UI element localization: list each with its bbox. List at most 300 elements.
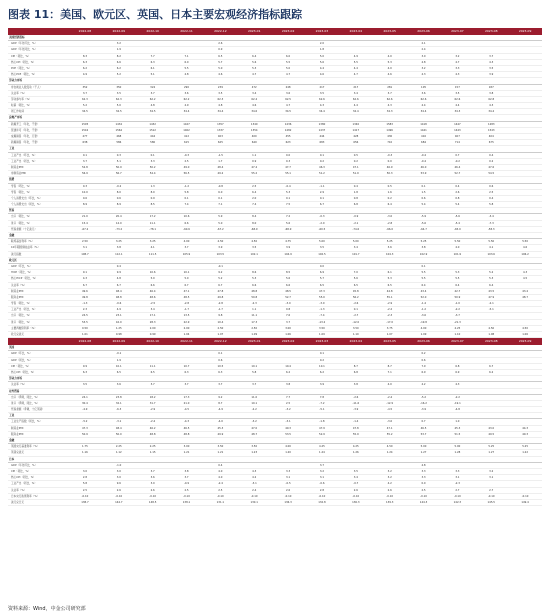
row-label: 核心HICP（同比，%） xyxy=(11,277,38,281)
table-cell: 3.8 xyxy=(353,383,358,387)
table-cell: 710 xyxy=(387,141,393,145)
table-cell xyxy=(68,47,102,52)
table-cell xyxy=(237,358,271,363)
table-cell: 2.5 xyxy=(218,488,223,492)
table-cell: 17.1 xyxy=(149,314,156,318)
table-cell: 3.3 xyxy=(455,469,460,473)
table-cell: 6.0 xyxy=(184,60,189,64)
table-cell xyxy=(68,438,102,443)
table-cell xyxy=(474,382,508,387)
table-cell xyxy=(440,115,474,120)
table-cell: 4.0 xyxy=(455,246,460,250)
table-cell xyxy=(508,264,542,269)
table-cell: -16.2 xyxy=(420,401,427,405)
table-cell: 46.4 xyxy=(149,289,156,293)
table-cell xyxy=(237,208,271,213)
table-cell: 34.5 xyxy=(285,110,291,114)
table-cell xyxy=(508,389,542,394)
table-cell: 4.75 xyxy=(285,240,291,244)
table-cell: 7.4 xyxy=(252,203,257,207)
table-cell xyxy=(203,376,237,381)
table-cell: 2.25 xyxy=(115,445,122,449)
table-cell: 6.3 xyxy=(184,370,189,374)
table-cell: 106.2 xyxy=(521,252,529,256)
table-cell xyxy=(508,54,542,59)
table-cell xyxy=(373,457,407,462)
table-cell: 6.7 xyxy=(218,283,223,287)
row-label: 零售（同比，%） xyxy=(11,190,32,194)
month-header: 2023-01 xyxy=(247,339,261,344)
table-cell: 3.1 xyxy=(455,476,460,480)
table-cell xyxy=(339,208,373,213)
table-cell: 0.4 xyxy=(353,184,358,188)
table-cell: 49.3 xyxy=(522,432,528,436)
month-header: 2023-03 xyxy=(315,29,329,33)
table-cell xyxy=(203,78,237,83)
table-cell: -3.2 xyxy=(285,408,291,412)
table-cell: 5.2 xyxy=(218,277,223,281)
row-label: 对外贸易 xyxy=(9,389,20,393)
table-cell xyxy=(508,134,542,139)
table-cell xyxy=(339,358,373,363)
table-cell: 0.1 xyxy=(319,153,324,157)
table-cell: 3.3 xyxy=(150,159,155,163)
table-cell: 23.8 xyxy=(115,395,122,399)
table-cell xyxy=(305,345,339,350)
table-cell: 1434 xyxy=(115,122,123,126)
table-cell: 1.28 xyxy=(454,451,461,455)
table-cell: 4.0 xyxy=(387,66,392,70)
row-label: GDP（环比，%） xyxy=(11,352,33,356)
table-cell: 3.25 xyxy=(149,240,156,244)
month-header: 2022-10 xyxy=(146,339,159,344)
table-cell xyxy=(373,413,407,418)
table-cell: 46.0 xyxy=(420,165,427,169)
table-cell xyxy=(373,358,407,363)
table-cell: -3.0 xyxy=(387,420,393,424)
row-label: 劳动力市场 xyxy=(9,79,22,83)
table-cell xyxy=(373,463,407,468)
table-cell: 0.3 xyxy=(286,159,291,163)
table-cell: 4.25 xyxy=(454,326,461,330)
table-cell: 3.7 xyxy=(184,246,189,250)
table-cell: 104.3 xyxy=(385,252,394,256)
table-cell xyxy=(508,233,542,238)
table-cell: 281 xyxy=(387,85,393,89)
table-cell: 0.2 xyxy=(319,159,324,163)
table-cell: 4.50 xyxy=(217,240,224,244)
table-cell: 55.2 xyxy=(386,432,393,436)
table-cell: -0.6 xyxy=(319,482,325,486)
table-cell xyxy=(508,47,542,52)
table-cell xyxy=(474,177,508,182)
table-cell: 684 xyxy=(421,141,426,145)
month-header: 2023-04 xyxy=(349,339,363,344)
table-cell: 62.6 xyxy=(454,97,461,101)
table-cell: 3.2 xyxy=(387,476,392,480)
table-cell: 3.6 xyxy=(286,91,291,95)
table-cell: 105 xyxy=(421,85,426,89)
table-cell: 2.6 xyxy=(387,488,392,492)
table-cell: 62.3 xyxy=(217,97,224,101)
table-cell: -3.6 xyxy=(420,314,427,318)
table-cell: 21.0 xyxy=(82,215,88,219)
table-cell xyxy=(474,413,508,418)
table-cell: 11.1 xyxy=(251,314,258,318)
table-cell xyxy=(136,463,170,468)
header-row xyxy=(8,28,542,35)
table-cell: 239 xyxy=(217,85,223,89)
table-cell: 1443 xyxy=(454,128,461,132)
table-cell: 55.1 xyxy=(386,295,393,299)
table-cell: 104.9 xyxy=(284,252,292,256)
table-cell: 6.7 xyxy=(489,364,494,368)
table-cell: 11.0 xyxy=(251,395,258,399)
table-cell xyxy=(271,264,305,269)
table-cell: 102.5 xyxy=(318,252,326,256)
table-cell: 444 xyxy=(150,135,156,138)
table-cell xyxy=(508,153,542,158)
table-cell: 714 xyxy=(454,141,460,145)
table-cell: -0.10 xyxy=(149,494,156,498)
table-cell: 34.4 xyxy=(488,110,495,114)
table-cell: 49.6 xyxy=(82,289,88,293)
table-cell: 8.5 xyxy=(286,271,291,275)
table-cell xyxy=(170,233,204,238)
table-cell: 3.7 xyxy=(184,383,189,387)
table-cell: 0.6 xyxy=(421,358,426,362)
row-label: 消费 xyxy=(9,178,15,182)
table-cell xyxy=(508,320,542,325)
table-cell: 4.50 xyxy=(251,240,258,244)
table-cell: -1.7 xyxy=(183,308,190,312)
table-cell: 6.8 xyxy=(455,364,460,368)
table-cell: 8.0 xyxy=(150,190,155,194)
month-header: 2022-08 xyxy=(78,29,92,33)
table-cell: 50.3 xyxy=(386,172,393,176)
table-cell: 3.5 xyxy=(319,246,324,250)
table-cell: 3.75 xyxy=(386,326,393,330)
table-cell: 0.50 xyxy=(82,326,88,330)
table-cell xyxy=(68,35,102,40)
row-label: 时薪（同比，%） xyxy=(11,104,32,108)
table-cell xyxy=(474,481,508,486)
table-cell: -0.2 xyxy=(116,184,122,188)
table-cell xyxy=(170,35,204,40)
table-cell: 0.1 xyxy=(421,264,426,268)
table-cell: -1.2 xyxy=(183,184,190,188)
table-cell xyxy=(508,91,542,96)
table-cell: -0.10 xyxy=(250,494,258,498)
table-cell: 4.3 xyxy=(489,104,494,108)
table-cell: -3.9 xyxy=(420,408,427,412)
table-cell: 52.7 xyxy=(285,295,291,299)
table-cell xyxy=(203,233,237,238)
table-cell: -73.2 xyxy=(115,227,123,231)
table-cell: 5.5 xyxy=(455,277,460,281)
table-cell: 6.4 xyxy=(489,283,494,287)
table-cell: 7.7 xyxy=(286,395,291,399)
table-cell: 656 xyxy=(353,141,359,145)
table-cell: 0.5 xyxy=(353,153,358,157)
table-cell: 3.2 xyxy=(421,66,426,70)
table-cell: 34.5 xyxy=(115,110,122,114)
table-cell: 5.2 xyxy=(82,104,87,108)
table-cell: 50.8 xyxy=(251,295,258,299)
table-cell: 56.2 xyxy=(352,295,359,299)
table-cell xyxy=(508,376,542,381)
table-cell: 48.7 xyxy=(251,432,258,436)
table-cell: -0.7 xyxy=(353,482,359,486)
table-cell xyxy=(170,376,204,381)
table-cell: 4.2 xyxy=(252,476,257,480)
table-cell xyxy=(407,457,441,462)
table-cell: 4.2 xyxy=(421,383,426,387)
table-cell: 580 xyxy=(150,141,156,145)
row-label: 英国 xyxy=(9,346,15,350)
table-cell: 62.6 xyxy=(352,97,359,101)
table-cell: 8.7 xyxy=(218,401,223,405)
table-cell: 4.0 xyxy=(218,469,223,473)
table-cell: 62.6 xyxy=(420,97,427,101)
row-label: GDP（年化环比，%） xyxy=(11,42,38,46)
table-cell: 4.9 xyxy=(184,104,189,108)
row-label: 周工作时间 xyxy=(11,110,24,114)
table-cell: 139.3 xyxy=(385,500,394,504)
table-cell xyxy=(339,47,373,52)
table-cell: 4.5 xyxy=(523,277,528,281)
table-cell: 101.7 xyxy=(352,252,360,256)
table-cell xyxy=(474,358,508,363)
table-cell: 49.5 xyxy=(488,432,495,436)
table-cell: 4.00 xyxy=(285,445,291,449)
table-cell: 1512 xyxy=(149,128,156,132)
table-cell: -1.0 xyxy=(454,302,460,306)
table-cell: 4.2 xyxy=(387,482,392,486)
row-label: 零售（同比，%） xyxy=(11,302,32,306)
table-cell: 47.8 xyxy=(352,426,359,430)
table-cell: 45.8 xyxy=(352,289,359,293)
table-cell: 5.8 xyxy=(252,370,257,374)
table-cell: 7.8 xyxy=(319,395,324,399)
table-cell xyxy=(271,115,305,120)
table-cell xyxy=(407,78,441,83)
table-cell: 3.1 xyxy=(286,476,291,480)
table-cell xyxy=(136,413,170,418)
table-cell: 217 xyxy=(319,85,325,89)
row-label: 日本 xyxy=(9,457,15,461)
table-cell xyxy=(203,438,237,443)
table-cell: 4.8 xyxy=(218,104,223,108)
month-header: 2022-11 xyxy=(180,29,193,33)
table-cell: 3.7 xyxy=(150,469,155,473)
table-cell: 3.5 xyxy=(489,66,494,70)
table-cell: 5.50 xyxy=(522,240,528,244)
table-cell xyxy=(102,389,136,394)
table-cell: 6.6 xyxy=(116,60,121,64)
row-label: 劳动参与率（%） xyxy=(11,97,32,101)
table-cell: 0.4 xyxy=(489,196,494,200)
table-cell: 2.4 xyxy=(252,488,257,492)
month-header: 2023-02 xyxy=(281,29,295,33)
table-cell: 5.2 xyxy=(489,271,494,275)
table-cell: 4.3 xyxy=(252,469,257,473)
table-cell: 10.1 xyxy=(251,401,258,405)
table-cell xyxy=(68,389,102,394)
table-cell: 2.0 xyxy=(319,42,324,46)
table-cell: 2.7 xyxy=(489,488,494,492)
table-cell: -2.7 xyxy=(353,314,359,318)
table-cell xyxy=(508,382,542,387)
table-cell xyxy=(170,78,204,83)
table-cell: 4.3 xyxy=(455,383,460,387)
table-cell: -5.6 xyxy=(420,221,427,225)
table-cell: 56.7 xyxy=(115,172,122,176)
table-cell: 44.8 xyxy=(386,289,393,293)
table-cell: 34.3 xyxy=(454,110,461,114)
table-cell: 6.3 xyxy=(82,370,87,374)
table-cell xyxy=(68,78,102,83)
table-cell: -1.5 xyxy=(217,153,223,157)
row-label: 工业 xyxy=(9,147,15,151)
table-cell: 472 xyxy=(251,85,257,89)
table-cell: 4.0 xyxy=(218,476,223,480)
table-cell: -0.10 xyxy=(352,494,360,498)
month-header: 2023-06 xyxy=(417,339,430,344)
table-cell: 47.7 xyxy=(285,165,291,169)
table-cell: 2.6 xyxy=(218,42,223,46)
row-label: 进口（同比，%） xyxy=(11,320,32,324)
table-cell xyxy=(474,419,508,424)
table-cell: 625 xyxy=(217,141,223,145)
table-cell xyxy=(474,35,508,40)
row-label: 核心CPI（同比，%） xyxy=(11,60,36,64)
table-cell xyxy=(407,177,441,182)
row-label: 失业率（%） xyxy=(11,91,27,95)
table-cell: -0.10 xyxy=(386,494,394,498)
table-cell: 1.21 xyxy=(183,451,190,455)
table-cell: -65.0 xyxy=(454,227,461,231)
table-cell: 62.2 xyxy=(183,97,190,101)
table-cell: -13.2 xyxy=(318,320,326,324)
table-cell: -66.0 xyxy=(386,227,394,231)
table-cell: 3.0 xyxy=(82,469,87,473)
row-label: HICP（同比，%） xyxy=(11,271,33,275)
table-cell: 5.25 xyxy=(386,240,393,244)
table-cell xyxy=(407,376,441,381)
row-label: 工业 xyxy=(9,414,15,418)
table-cell: 4.3 xyxy=(455,73,460,77)
table-cell xyxy=(339,35,373,40)
table-cell: 9.2 xyxy=(218,395,223,399)
table-cell: 2.8 xyxy=(319,488,324,492)
table-cell: -4.0 xyxy=(217,420,223,424)
table-cell: 0.1 xyxy=(218,196,223,200)
table-cell: 6.4 xyxy=(252,190,257,194)
table-cell: 2.25 xyxy=(149,445,156,449)
month-header: 2023-07 xyxy=(451,29,464,33)
table-cell: 444 xyxy=(319,135,325,138)
table-cell: 43.5 xyxy=(488,289,495,293)
table-cell xyxy=(508,307,542,312)
table-cell: 2.5 xyxy=(421,488,426,492)
table-cell: 1.01 xyxy=(82,333,88,336)
table-cell: 4.3 xyxy=(489,60,494,64)
row-label: 进口（季调，同比，%） xyxy=(11,401,40,405)
table-cell: 55.0 xyxy=(319,295,325,299)
table-cell xyxy=(271,351,305,356)
table-cell: 1.10 xyxy=(352,333,359,336)
month-header: 2023-02 xyxy=(281,339,295,344)
table-cell: -0.3 xyxy=(387,153,393,157)
table-cell xyxy=(440,351,474,356)
table-cell: 1.06 xyxy=(285,333,291,336)
table-cell: 2.5 xyxy=(82,488,87,492)
table-cell: 5.0 xyxy=(218,66,223,70)
table-cell xyxy=(373,345,407,350)
table-cell xyxy=(339,177,373,182)
table-cell xyxy=(237,41,271,46)
table-cell xyxy=(237,413,271,418)
table-cell: 6.4 xyxy=(387,203,392,207)
table-cell: 62.3 xyxy=(115,97,122,101)
table-cell: 0.4 xyxy=(489,153,494,157)
table-cell: 3.7 xyxy=(218,383,223,387)
row-label: 美国经济指标 xyxy=(9,36,25,39)
table-cell: 1.07 xyxy=(386,333,393,336)
row-label: 核心CPI（同比，%） xyxy=(11,476,36,480)
table-cell: -67.2 xyxy=(217,227,224,231)
table-cell: 623 xyxy=(285,141,291,145)
table-cell: 10.1 xyxy=(115,364,122,368)
table-cell: -68.9 xyxy=(250,227,258,231)
table-cell xyxy=(474,47,508,52)
table-cell: 400 xyxy=(251,135,257,138)
table-cell: 4.0 xyxy=(387,383,392,387)
table-cell: 49.8 xyxy=(82,295,88,299)
table-cell xyxy=(407,115,441,120)
table-cell: 6.7 xyxy=(116,283,121,287)
table-cell: 2.6 xyxy=(353,488,358,492)
table-cell: 6.9 xyxy=(455,370,460,374)
table-cell xyxy=(339,438,373,443)
table-cell: 5.00 xyxy=(319,240,325,244)
table-cell xyxy=(373,389,407,394)
table-cell: 53.5 xyxy=(82,320,88,324)
table-cell: -3.1 xyxy=(285,420,291,424)
table-cell: 6.3 xyxy=(150,60,155,64)
table-cell: -12.0 xyxy=(352,320,360,324)
table-cell: 0.99 xyxy=(149,333,156,336)
row-label: CPI（同比，%） xyxy=(11,54,31,58)
row-label: 核心PCE（同比，%） xyxy=(11,73,37,77)
table-cell: 477 xyxy=(82,135,88,138)
table-cell xyxy=(271,358,305,363)
table-cell xyxy=(474,407,508,412)
table-cell: 7.0 xyxy=(353,271,358,275)
table-cell xyxy=(440,438,474,443)
table-cell: 324 xyxy=(150,85,156,89)
table-cell xyxy=(339,389,373,394)
table-cell: -12.9 xyxy=(386,401,394,405)
table-cell: 3.7 xyxy=(252,383,257,387)
table-cell: 1.23 xyxy=(251,451,258,455)
table-cell: 1.21 xyxy=(217,451,224,455)
table-cell: 6.5 xyxy=(218,54,223,58)
table-cell: 8.7 xyxy=(353,364,358,368)
table-cell xyxy=(508,258,542,263)
table-cell: 6.8 xyxy=(353,203,358,207)
